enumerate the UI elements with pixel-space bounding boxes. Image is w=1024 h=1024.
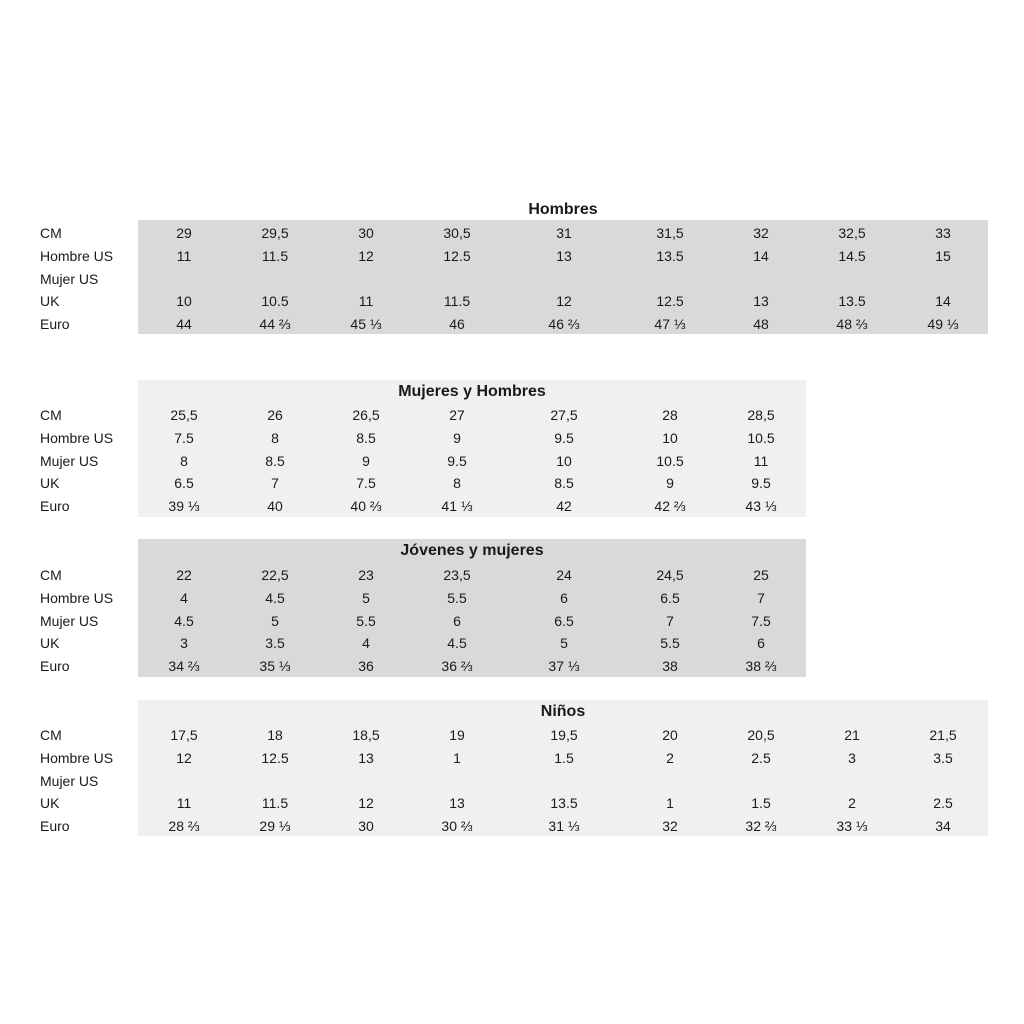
row-label-hombre-us: Hombre US	[40, 589, 114, 606]
size-cell: 19	[449, 727, 465, 743]
size-cell: 21,5	[929, 727, 957, 743]
row-label-uk: UK	[40, 475, 60, 492]
size-cell: 7	[271, 475, 279, 492]
size-cell: 14	[753, 247, 769, 264]
size-cell: 4	[362, 635, 370, 652]
size-cell: 10.5	[747, 429, 775, 446]
row-label-euro: Euro	[40, 818, 70, 835]
size-cell: 4.5	[265, 589, 285, 606]
size-cell: 1	[453, 749, 461, 766]
size-cell: 10	[556, 452, 572, 469]
table-title: Mujeres y Hombres	[398, 383, 546, 400]
size-cell: 9.5	[554, 429, 574, 446]
size-cell: 8	[180, 452, 188, 469]
size-cell: 12	[176, 749, 192, 766]
size-cell: 33 ⅓	[836, 818, 868, 835]
size-cell: 9	[362, 452, 370, 469]
size-cell: 29,5	[261, 225, 289, 241]
size-cell: 32	[753, 225, 769, 241]
size-cell: 25	[753, 567, 769, 583]
size-cell: 19,5	[550, 727, 578, 743]
row-label-euro: Euro	[40, 658, 70, 675]
size-cell: 8	[271, 429, 279, 446]
size-cell: 8.5	[554, 475, 574, 492]
size-cell: 13.5	[550, 795, 578, 812]
size-cell: 48 ⅔	[836, 316, 868, 333]
size-cell: 28	[662, 407, 678, 423]
table-title: Jóvenes y mujeres	[400, 542, 544, 559]
size-cell: 13	[753, 293, 769, 310]
size-cell: 10.5	[656, 452, 684, 469]
size-cell: 36 ⅔	[441, 658, 473, 675]
size-cell: 47 ⅓	[654, 316, 686, 333]
size-cell: 8	[453, 475, 461, 492]
size-cell: 38	[662, 658, 678, 675]
row-label-mujer-us: Mujer US	[40, 270, 99, 287]
table-title: Hombres	[528, 201, 598, 218]
size-cell: 4	[180, 589, 188, 606]
size-cell: 6	[757, 635, 765, 652]
size-cell: 22,5	[261, 567, 289, 583]
size-cell: 26	[267, 407, 283, 423]
size-cell: 45 ⅓	[350, 316, 382, 333]
size-cell: 2.5	[933, 795, 953, 812]
size-cell: 12	[556, 293, 572, 310]
size-cell: 18	[267, 727, 283, 743]
size-cell: 27	[449, 407, 465, 423]
size-cell: 14.5	[838, 247, 866, 264]
size-cell: 31,5	[656, 225, 684, 241]
row-label-uk: UK	[40, 795, 60, 812]
size-cell: 37 ⅓	[548, 658, 580, 675]
size-cell: 11	[176, 247, 192, 264]
size-cell: 5	[560, 635, 568, 652]
size-cell: 7	[666, 612, 674, 629]
row-label-hombre-us: Hombre US	[40, 749, 114, 766]
size-cell: 11	[176, 795, 192, 812]
size-cell: 39 ⅓	[168, 498, 200, 515]
size-cell: 12.5	[443, 247, 471, 264]
size-cell: 13	[449, 795, 465, 812]
size-cell: 44	[176, 316, 192, 333]
size-cell: 6	[453, 612, 461, 629]
size-cell: 4.5	[447, 635, 467, 652]
size-cell: 40 ⅔	[350, 498, 382, 515]
size-cell: 44 ⅔	[259, 316, 291, 333]
size-cell: 7	[757, 589, 765, 606]
size-cell: 32 ⅔	[745, 818, 777, 835]
size-cell: 8.5	[356, 429, 376, 446]
size-cell: 13.5	[656, 247, 684, 264]
size-cell: 7.5	[751, 612, 771, 629]
size-cell: 49 ⅓	[927, 316, 959, 333]
size-cell: 25,5	[170, 407, 198, 423]
row-label-euro: Euro	[40, 316, 70, 333]
size-cell: 2	[666, 749, 674, 766]
row-label-cm: CM	[40, 727, 62, 743]
size-cell: 9	[453, 429, 461, 446]
size-cell: 13	[358, 749, 374, 766]
size-cell: 26,5	[352, 407, 380, 423]
table-title: Niños	[540, 703, 586, 720]
size-cell: 12	[358, 795, 374, 812]
size-cell: 11	[753, 452, 769, 469]
size-cell: 5.5	[356, 612, 376, 629]
size-cell: 1.5	[751, 795, 771, 812]
size-cell: 5.5	[447, 589, 467, 606]
size-cell: 5.5	[660, 635, 680, 652]
size-cell: 30 ⅔	[441, 818, 473, 835]
size-cell: 3.5	[933, 749, 953, 766]
size-cell: 36	[358, 658, 374, 675]
size-cell: 14	[935, 293, 951, 310]
size-cell: 12.5	[656, 293, 684, 310]
size-cell: 3	[180, 635, 188, 652]
size-cell: 24	[556, 567, 572, 583]
size-cell: 2.5	[751, 749, 771, 766]
size-cell: 30	[358, 818, 374, 835]
size-cell: 33	[935, 225, 951, 241]
size-cell: 46 ⅔	[548, 316, 580, 333]
size-cell: 10	[662, 429, 678, 446]
size-cell: 32,5	[838, 225, 866, 241]
size-cell: 31	[556, 225, 572, 241]
size-cell: 8.5	[265, 452, 285, 469]
size-cell: 7.5	[356, 475, 376, 492]
size-cell: 42 ⅔	[654, 498, 686, 515]
row-label-mujer-us: Mujer US	[40, 772, 99, 789]
size-cell: 15	[935, 247, 951, 264]
size-cell: 42	[556, 498, 572, 515]
size-cell: 9.5	[751, 475, 771, 492]
size-cell: 12.5	[261, 749, 289, 766]
row-label-cm: CM	[40, 225, 62, 241]
size-cell: 6.5	[174, 475, 194, 492]
size-cell: 11.5	[261, 795, 289, 812]
size-cell: 13	[556, 247, 572, 264]
size-cell: 34 ⅔	[168, 658, 200, 675]
size-cell: 48	[753, 316, 769, 333]
size-cell: 10	[176, 293, 192, 310]
size-cell: 1	[666, 795, 674, 812]
size-cell: 18,5	[352, 727, 380, 743]
size-cell: 12	[358, 247, 374, 264]
size-cell: 30	[358, 225, 374, 241]
size-cell: 11	[358, 293, 374, 310]
size-cell: 41 ⅓	[441, 498, 473, 515]
size-cell: 40	[267, 498, 283, 515]
row-label-uk: UK	[40, 635, 60, 652]
size-cell: 20,5	[747, 727, 775, 743]
size-cell: 28 ⅔	[168, 818, 200, 835]
row-label-cm: CM	[40, 567, 62, 583]
size-cell: 5	[362, 589, 370, 606]
size-cell: 35 ⅓	[259, 658, 291, 675]
size-cell: 10.5	[261, 293, 289, 310]
size-cell: 2	[848, 795, 856, 812]
row-label-uk: UK	[40, 293, 60, 310]
size-cell: 43 ⅓	[745, 498, 777, 515]
size-cell: 24,5	[656, 567, 684, 583]
size-cell: 20	[662, 727, 678, 743]
row-label-euro: Euro	[40, 498, 70, 515]
row-label-hombre-us: Hombre US	[40, 247, 114, 264]
size-cell: 29 ⅓	[259, 818, 291, 835]
size-cell: 31 ⅓	[548, 818, 580, 835]
row-label-hombre-us: Hombre US	[40, 429, 114, 446]
size-cell: 7.5	[174, 429, 194, 446]
size-cell: 22	[176, 567, 192, 583]
size-cell: 13.5	[838, 293, 866, 310]
size-cell: 17,5	[170, 727, 198, 743]
size-cell: 9.5	[447, 452, 467, 469]
row-label-cm: CM	[40, 407, 62, 423]
size-cell: 6.5	[660, 589, 680, 606]
size-cell: 21	[844, 727, 860, 743]
size-cell: 6	[560, 589, 568, 606]
size-cell: 38 ⅔	[745, 658, 777, 675]
size-cell: 4.5	[174, 612, 194, 629]
size-cell: 3.5	[265, 635, 285, 652]
size-cell: 1.5	[554, 749, 574, 766]
size-cell: 9	[666, 475, 674, 492]
size-cell: 23	[358, 567, 374, 583]
size-cell: 11.5	[261, 247, 289, 264]
size-cell: 6.5	[554, 612, 574, 629]
size-cell: 34	[935, 818, 951, 835]
row-label-mujer-us: Mujer US	[40, 452, 99, 469]
size-cell: 3	[848, 749, 856, 766]
size-cell: 23,5	[443, 567, 471, 583]
size-cell: 29	[176, 225, 192, 241]
size-cell: 28,5	[747, 407, 775, 423]
row-label-mujer-us: Mujer US	[40, 612, 99, 629]
size-cell: 27,5	[550, 407, 578, 423]
size-cell: 30,5	[443, 225, 471, 241]
size-cell: 32	[662, 818, 678, 835]
size-cell: 5	[271, 612, 279, 629]
size-cell: 46	[449, 316, 465, 333]
size-cell: 11.5	[443, 293, 471, 310]
